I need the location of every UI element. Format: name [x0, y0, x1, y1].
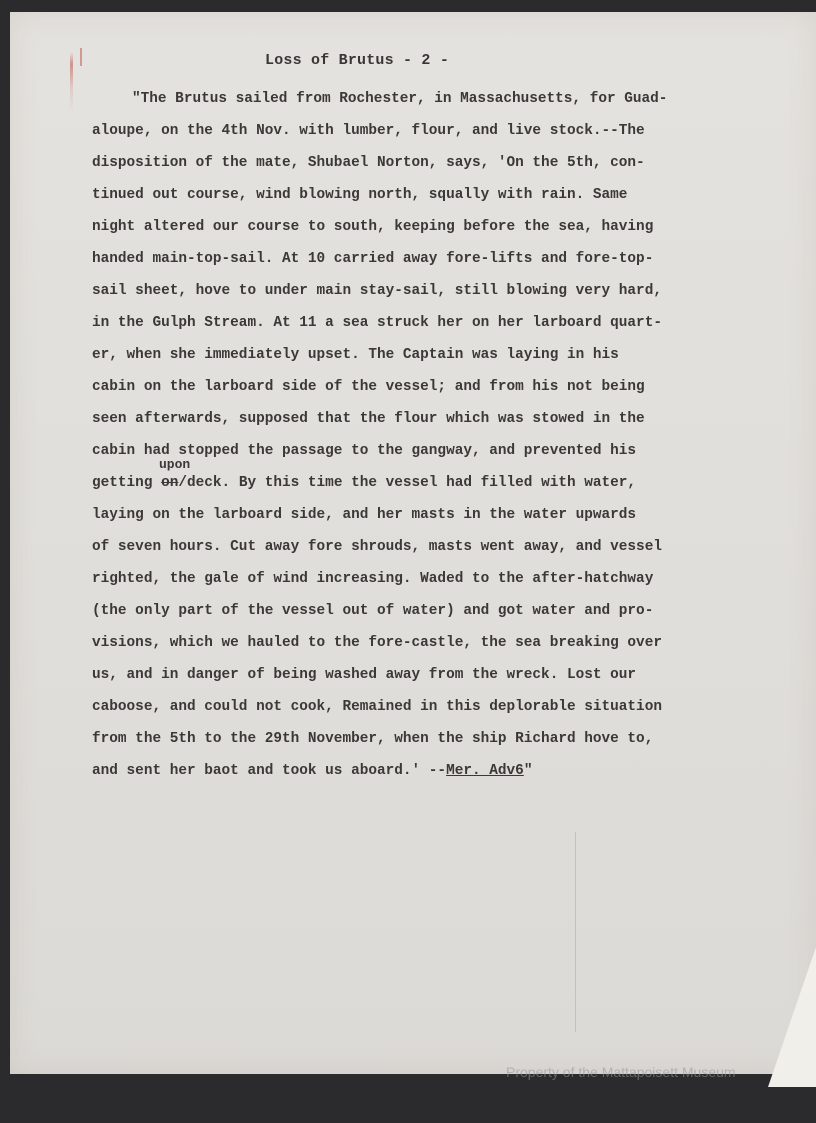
text-line: sail sheet, hove to under main stay-sail, still blowing very hard, [92, 283, 662, 299]
text-line: handed main-top-sail. At 10 carried away fore-lifts and fore-top- [92, 251, 654, 267]
line-rest: /deck. By this time the vessel had filled with water, [178, 475, 637, 491]
paper-sheet [10, 12, 816, 1074]
typed-body-text [92, 83, 742, 787]
text-line: disposition of the mate, Shubael Norton, says, 'On the 5th, con- [92, 155, 645, 171]
text-line: tinued out course, wind blowing north, squally with rain. Same [92, 187, 628, 203]
red-pencil-tick [80, 48, 82, 66]
text-line: er, when she immediately upset. The Captain was laying in his [92, 347, 619, 363]
text-line: night altered our course to south, keeping before the sea, having [92, 219, 654, 235]
source-citation: Mer. Adv6 [446, 763, 524, 779]
text-line: of seven hours. Cut away fore shrouds, masts went away, and vessel [92, 539, 662, 555]
folded-corner [768, 947, 816, 1087]
document-title: Loss of Brutus - 2 - [265, 52, 450, 69]
text-line: cabin had stopped the passage to the gangway, and prevented his [92, 443, 637, 459]
text-line: laying on the larboard side, and her masts in the water upwards [92, 507, 637, 523]
text-line: in the Gulph Stream. At 11 a sea struck her on her larboard quart- [92, 315, 662, 331]
text-line: caboose, and could not cook, Remained in this deplorable situation [92, 699, 662, 715]
red-pencil-mark [70, 52, 73, 112]
text-line: seen afterwards, supposed that the flour which was stowed in the [92, 411, 645, 427]
line-start: getting [92, 475, 162, 491]
text-line: from the 5th to the 29th November, when the ship Richard hove to, [92, 731, 654, 747]
text-line: righted, the gale of wind increasing. Waded to the after-hatchway [92, 571, 654, 587]
text-line: (the only part of the vessel out of water) and got water and pro- [92, 603, 654, 619]
text-line-final: and sent her baot and took us aboard.' --Mer. Adv6" [92, 763, 533, 779]
text-line: visions, which we hauled to the fore-castle, the sea breaking over [92, 635, 662, 651]
text-line-with-correction [92, 457, 742, 499]
text-line: "The Brutus sailed from Rochester, in Massachusetts, for Guad- [132, 91, 668, 107]
struck-out-word: on [161, 475, 179, 491]
museum-watermark: Property of the Mattapoisett Museum [506, 1064, 736, 1080]
text-line: aloupe, on the 4th Nov. with lumber, flour, and live stock.--The [92, 123, 645, 139]
text-line: us, and in danger of being washed away from the wreck. Lost our [92, 667, 637, 683]
handwritten-insertion: upon [159, 457, 191, 472]
text-line: cabin on the larboard side of the vessel; and from his not being [92, 379, 645, 395]
